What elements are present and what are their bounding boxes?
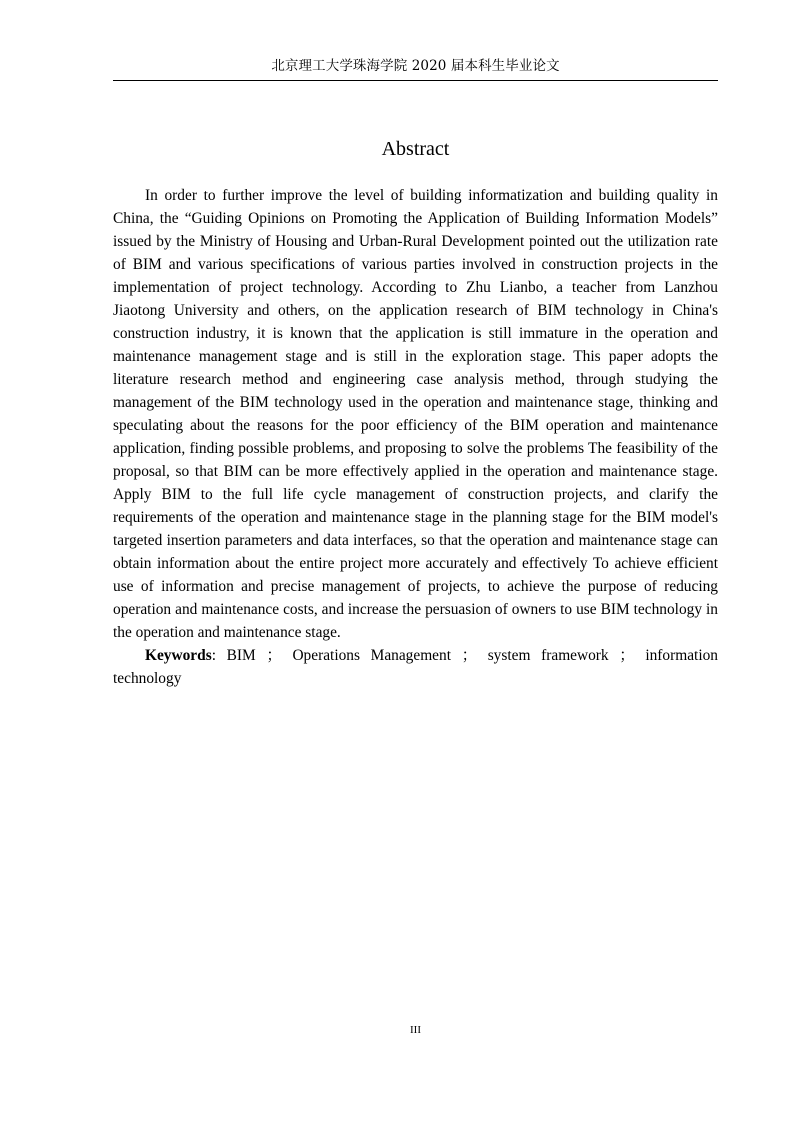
page-number: III — [410, 1024, 421, 1036]
abstract-body — [113, 184, 718, 690]
header-divider — [113, 80, 718, 81]
abstract-title: Abstract — [381, 138, 450, 160]
abstract-paragraph: In order to further improve the level of building informatization and building quality in China, the “Guiding Opinions on Promoting the Application of Building Information Models” issued by the Ministry of Housing and Urban-Rural Development pointed out the utilization rate of BIM and various specifications of various parties involved in construction projects in the implementation of project technology. According to Zhu Lianbo, a teacher from Lanzhou Jiaotong University and others, on the application research of BIM technology in China's construction industry, it is known that the application is still immature in the operation and maintenance management stage and is still in the exploration stage. This paper adopts the literature research method and engineering case analysis method, through studying the management of the BIM technology used in the operation and maintenance stage, thinking and speculating about the reasons for the poor efficiency of the BIM operation and maintenance application, finding possible problems, and proposing to solve the problems The feasibility of the proposal, so that BIM can be more effectively applied in the operation and maintenance stage. Apply BIM to the full life cycle management of construction projects, and clarify the requirements of the operation and maintenance stage in the planning stage for the BIM model's targeted insertion parameters and data interfaces, so that the operation and maintenance stage can obtain information about the entire project more accurately and effectively To achieve efficient use of information and precise management of projects, to achieve the purpose of reducing operation and maintenance costs, and increase the persuasion of owners to use BIM technology in the operation and maintenance stage. — [113, 187, 718, 641]
running-header: 北京理工大学珠海学院 2020 届本科生毕业论文 — [271, 58, 560, 74]
keywords-list: BIM ； Operations Management ； system framework ； information technology — [113, 647, 718, 687]
keywords-separator: : — [211, 647, 227, 664]
keywords-label: Keywords — [145, 647, 212, 664]
keywords-line — [113, 644, 718, 690]
